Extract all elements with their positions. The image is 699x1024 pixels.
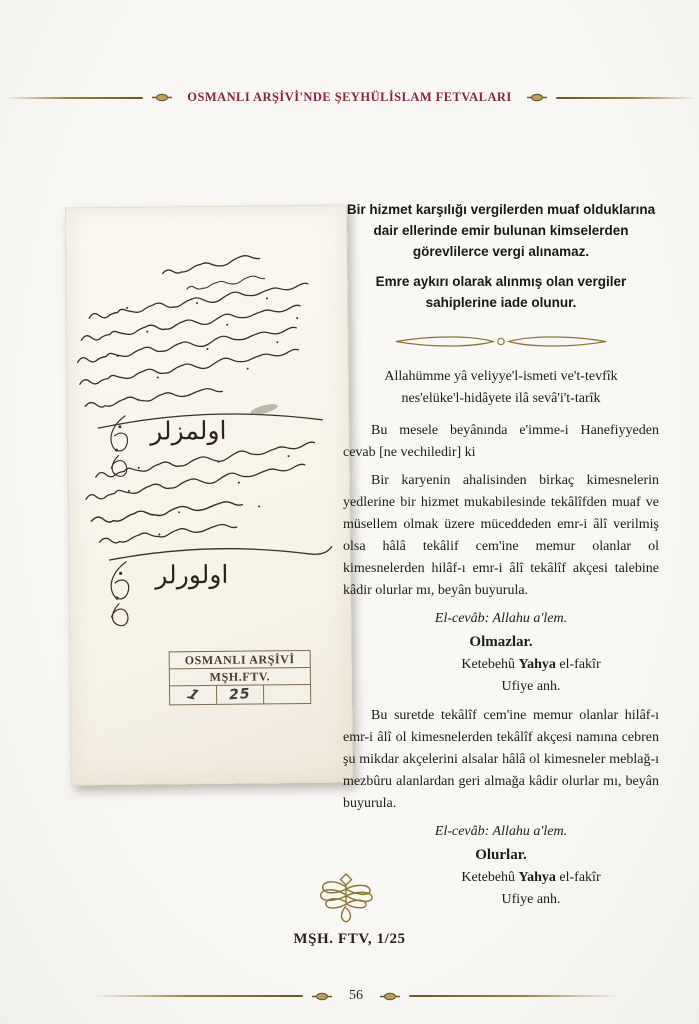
signature-pre: Ketebehû [461, 870, 519, 885]
signature-pre: Ketebehû [461, 657, 519, 672]
manuscript-word-olurlar: اولورلر [155, 559, 229, 590]
header-rule-right [556, 97, 695, 99]
stamp-number-row [170, 685, 310, 704]
header-rule-left [4, 97, 143, 99]
answer-formula-2: El-cevâb: Allahu a'lem. [434, 824, 568, 839]
knot-ornament-icon [314, 871, 378, 925]
stamp-cell-doc-number [217, 685, 264, 703]
stamp-fond-code: MŞH.FTV. [170, 668, 310, 686]
archive-reference: MŞH. FTV, 1/25 [293, 931, 406, 947]
rule-bead-icon [152, 93, 172, 102]
signature-line-2: Ufiye anh. [501, 679, 561, 694]
page-header [0, 90, 699, 105]
invocation [343, 366, 659, 410]
rule-bead-icon [527, 93, 547, 102]
archive-stamp [169, 650, 312, 705]
verdict-1: Olmazlar. [469, 634, 533, 650]
invocation-line-1: Allahümme yâ veliyye'l-ismeti ve't-tevfîk [384, 369, 618, 384]
running-title: OSMANLI ARŞİVİ'NDE ŞEYHÜLİSLAM FETVALARI [187, 90, 512, 104]
verdict-2: Olurlar. [475, 847, 527, 863]
rule-bead-icon [380, 992, 400, 1001]
handwritten-doc-number: 25 [228, 686, 252, 704]
footer-rule-left [95, 995, 303, 997]
intro-paragraph: Bu mesele beyânında e'imme-i Hanefiyyeden cevab [ne vechiledir] ki [343, 423, 659, 460]
signature-line-1 [411, 654, 651, 676]
manuscript-word-olmazlar: اولمزلر [150, 415, 227, 446]
transcription-column [343, 199, 659, 918]
invocation-line-2: nes'elüke'l-hidâyete ilâ sevâ'i't-tarîk [401, 391, 601, 406]
handwritten-box-number: 1 [183, 686, 203, 704]
question-1: Bir karyenin ahalisinden birkaç kimesnelerin yedlerine bir hizmet mukabilesinde tekâlîfden muaf ve müsellem olmak üzere müceddeden emr-i âlî verilmiş olsa hâlâ tekâlif cem'ine memur olanlar ol kimesnelerden hilâf-ı emr-i âlî tekâlîf akçesi talebine kâdir olurlar mı, beyân buyurula. [343, 473, 659, 598]
page-footer [95, 988, 617, 1004]
stamp-cell-box-number [170, 686, 217, 704]
signature-line-2: Ufiye anh. [501, 892, 561, 907]
rule-bead-icon [312, 992, 332, 1001]
summary-paragraph-1: Bir hizmet karşılığı vergilerden muaf olduklarına dair ellerinde emir bulunan kimselerden görevlilerce vergi alınamaz. [346, 202, 656, 259]
page-number: 56 [349, 988, 363, 1003]
mufti-name: Yahya [518, 870, 556, 885]
footer-rule-right [409, 995, 617, 997]
signature-block-1 [411, 654, 651, 698]
mufti-name: Yahya [518, 657, 556, 672]
signature-post: el-fakîr [555, 870, 601, 885]
signature-post: el-fakîr [555, 657, 601, 672]
summary-paragraph-2: Emre aykırı olarak alınmış olan vergiler sahiplerine iade olunur. [375, 274, 627, 310]
stamp-cell-empty [264, 685, 310, 703]
section-divider-ornament [396, 333, 606, 350]
answer-formula-1: El-cevâb: Allahu a'lem. [434, 611, 568, 626]
signature-line-1 [411, 867, 651, 889]
stamp-archive-name: OSMANLI ARŞİVİ [170, 651, 310, 669]
question-2: Bu suretde tekâlîf cem'ine memur olanlar hilâf-ı emr-i âlî ol kimesnelerden tekâlîf akçesi namına cebren şu mikdar akçelerini alsalar hâlâ ol kimesneler meblağ-ı mezbûru alanlardan geri almağa kâdir olurlar mı, beyân buyurula. [343, 708, 659, 811]
manuscript-scan [65, 205, 353, 786]
signature-block-2 [411, 867, 651, 911]
